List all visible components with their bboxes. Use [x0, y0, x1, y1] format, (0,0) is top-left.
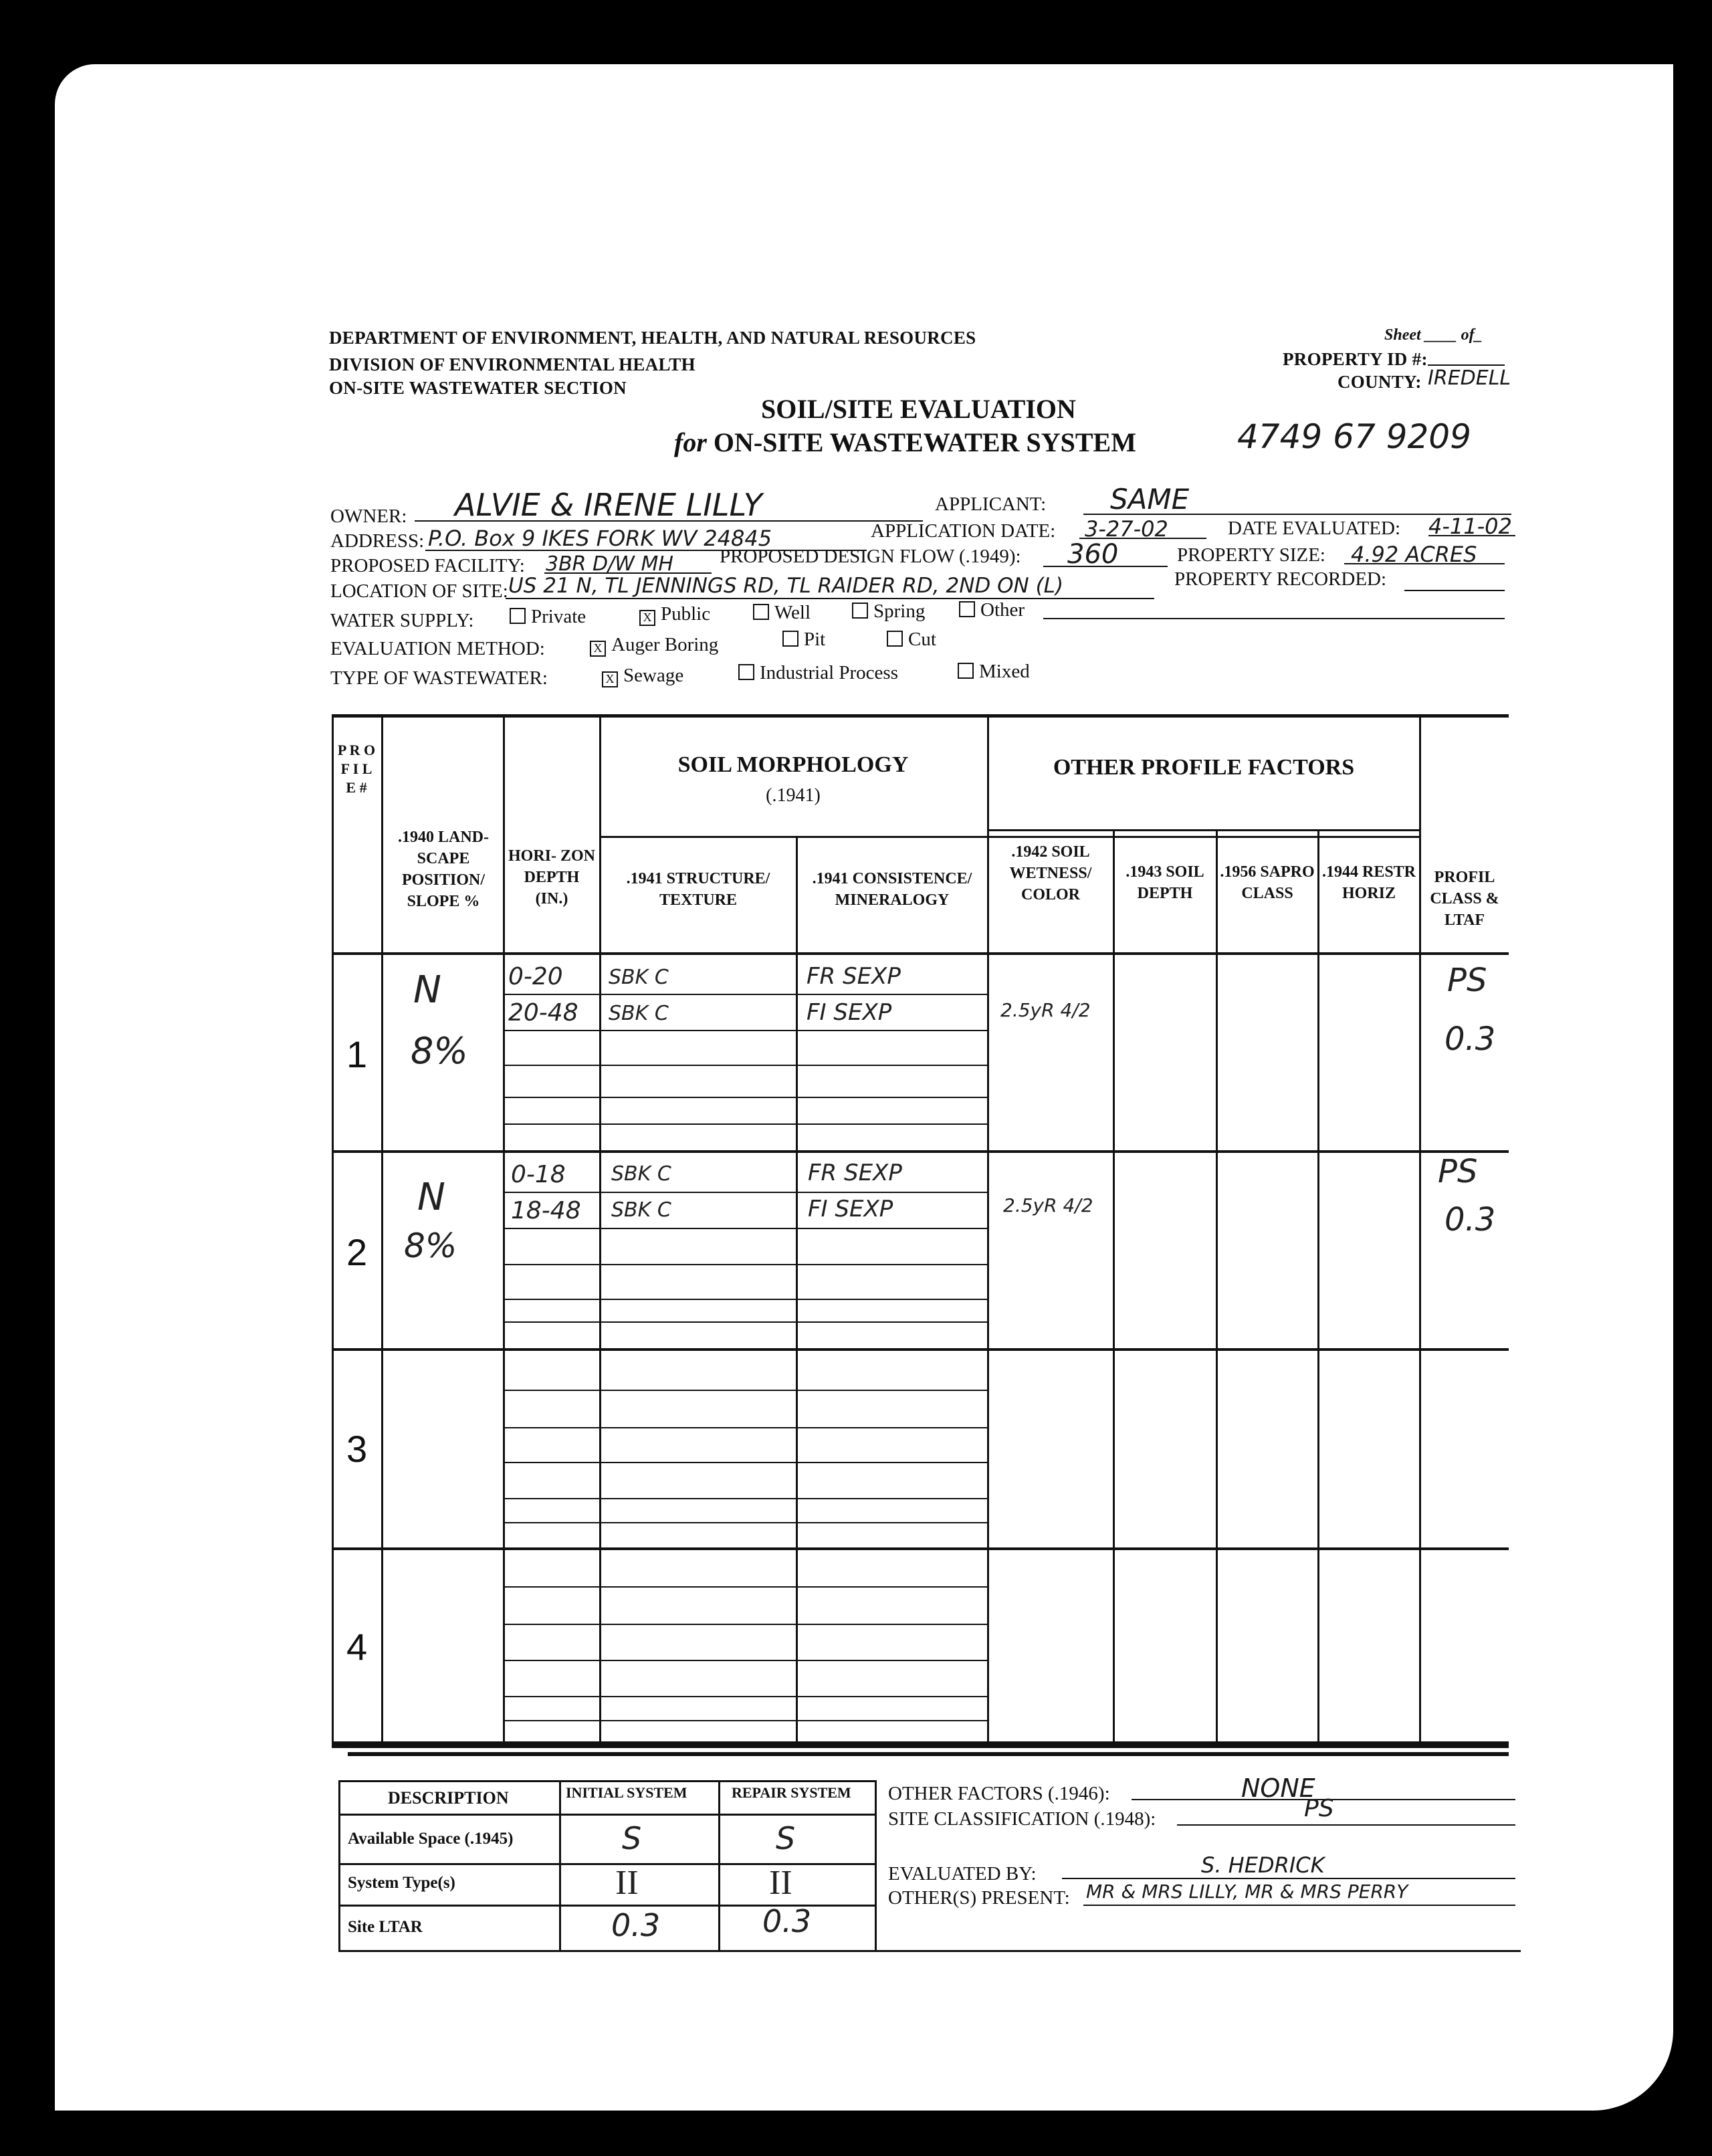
eval-auger-option[interactable]: [590, 634, 718, 657]
facility-label: PROPOSED FACILITY:: [330, 555, 525, 576]
owner-value: ALVIE & IRENE LILLY: [455, 487, 762, 523]
soil-morphology-subheader: (.1941): [766, 785, 821, 806]
horizon-depth-header: HORI- ZON DEPTH (IN.): [508, 847, 595, 907]
county-value[interactable]: IREDELL: [1428, 366, 1511, 390]
water-other-label: Other: [980, 599, 1025, 621]
others-present-value: MR & MRS LILLY, MR & MRS PERRY: [1086, 1880, 1408, 1903]
restr-horiz-header: .1944 RESTR HORIZ: [1321, 863, 1416, 902]
form-title: SOIL/SITE EVALUATION: [761, 394, 1076, 424]
address-label: ADDRESS:: [330, 530, 425, 552]
division-name: DIVISION OF ENVIRONMENTAL HEALTH: [329, 354, 696, 374]
profile-2-class[interactable]: PS: [1438, 1153, 1478, 1190]
water-supply-label: WATER SUPPLY:: [330, 610, 474, 631]
design-flow-value: 360: [1067, 539, 1119, 570]
water-well-checkbox: [753, 604, 769, 620]
waste-sewage-checkbox: X: [602, 671, 618, 687]
profile-2-wetness[interactable]: 2.5yR 4/2: [1003, 1194, 1093, 1216]
water-public-option[interactable]: [639, 603, 710, 626]
subtitle-rest: ON-SITE WASTEWATER SYSTEM: [713, 427, 1136, 457]
system-type-label: System Type(s): [348, 1874, 455, 1892]
evaluated-by-value: S. HEDRICK: [1201, 1852, 1325, 1878]
county-label: COUNTY:: [1338, 372, 1422, 392]
system-type-initial[interactable]: II: [615, 1864, 639, 1902]
date-evaluated-label: DATE EVALUATED:: [1228, 518, 1401, 539]
profile-2-landscape[interactable]: N: [417, 1176, 445, 1219]
parcel-number: 4749 67 9209: [1237, 417, 1471, 456]
date-evaluated-value: 4-11-02: [1428, 514, 1512, 539]
profile-1-depth-b[interactable]: 20-48: [508, 999, 578, 1027]
profile-2-structure-b[interactable]: SBK C: [611, 1198, 671, 1222]
available-space-initial[interactable]: S: [622, 1820, 642, 1856]
profile-1-wetness[interactable]: 2.5yR 4/2: [1000, 999, 1091, 1021]
wastewater-type-label: TYPE OF WASTEWATER:: [330, 667, 548, 689]
eval-pit-option[interactable]: [782, 629, 825, 651]
application-date-label: APPLICATION DATE:: [871, 520, 1056, 542]
repair-system-header: REPAIR SYSTEM: [732, 1784, 851, 1801]
profile-1-landscape[interactable]: N: [413, 968, 441, 1012]
waste-industrial-checkbox: [738, 664, 754, 680]
profile-2-depth-a[interactable]: 0-18: [511, 1161, 566, 1188]
property-size-label: PROPERTY SIZE:: [1177, 544, 1325, 566]
profile-class-header: PROFIL CLASS & LTAF: [1430, 869, 1499, 929]
profile-number-header: P R O F I L E #: [337, 742, 376, 796]
address-value: P.O. Box 9 IKES FORK WV 24845: [428, 526, 772, 551]
eval-cut-checkbox: [887, 631, 903, 647]
water-other-checkbox: [959, 601, 975, 617]
location-value: US 21 N, TL JENNINGS RD, TL RAIDER RD, 2ND ON (L): [508, 574, 1064, 598]
profile-1-structure-b[interactable]: SBK C: [609, 1002, 669, 1025]
waste-mixed-label: Mixed: [979, 661, 1030, 682]
water-well-option[interactable]: [753, 602, 811, 624]
waste-sewage-label: Sewage: [623, 665, 684, 686]
water-other-option[interactable]: [959, 599, 1025, 621]
section-name: ON-SITE WASTEWATER SECTION: [329, 378, 627, 398]
property-recorded-label: PROPERTY RECORDED:: [1174, 568, 1387, 590]
sheet-label: Sheet ____ of_: [1384, 326, 1483, 344]
applicant-value: SAME: [1110, 483, 1190, 516]
eval-auger-checkbox: X: [590, 641, 606, 657]
evaluated-by-label: EVALUATED BY:: [888, 1863, 1037, 1884]
profile-1-class[interactable]: PS: [1447, 962, 1487, 999]
other-profile-factors-header: OTHER PROFILE FACTORS: [1053, 755, 1355, 780]
waste-sewage-option[interactable]: [602, 665, 683, 687]
water-other-field[interactable]: [1043, 618, 1505, 619]
profile-2-structure-a[interactable]: SBK C: [611, 1162, 671, 1186]
soil-morphology-header: SOIL MORPHOLOGY: [677, 752, 909, 777]
sapro-class-header: .1956 SAPRO CLASS: [1220, 863, 1315, 902]
site-classification-label: SITE CLASSIFICATION (.1948):: [888, 1808, 1156, 1830]
profile-2-slope[interactable]: 8%: [404, 1226, 457, 1265]
available-space-label: Available Space (.1945): [348, 1830, 514, 1848]
water-private-checkbox: [510, 608, 526, 624]
profile-1-slope[interactable]: 8%: [411, 1030, 468, 1072]
structure-texture-header: .1941 STRUCTURE/ TEXTURE: [626, 870, 770, 909]
others-present-field[interactable]: [1083, 1905, 1515, 1906]
waste-mixed-checkbox: [958, 663, 974, 679]
profile-1-consistence-b[interactable]: FI SEXP: [807, 999, 892, 1026]
soil-wetness-header: .1942 SOIL WETNESS/ COLOR: [1009, 843, 1092, 903]
property-id-field[interactable]: [1428, 364, 1505, 366]
water-public-label: Public: [661, 603, 711, 625]
design-flow-label: PROPOSED DESIGN FLOW (.1949):: [720, 546, 1021, 567]
other-factors-label: OTHER FACTORS (.1946):: [888, 1783, 1110, 1804]
waste-industrial-label: Industrial Process: [760, 662, 898, 683]
available-space-repair[interactable]: S: [776, 1820, 796, 1856]
water-private-label: Private: [531, 606, 586, 627]
profile-1-depth-a[interactable]: 0-20: [508, 963, 563, 990]
soil-depth-header: .1943 SOIL DEPTH: [1126, 863, 1204, 902]
site-classification-value: PS: [1304, 1795, 1334, 1822]
eval-cut-option[interactable]: [887, 629, 936, 651]
water-public-checkbox: X: [639, 610, 655, 626]
waste-industrial-option[interactable]: [738, 662, 898, 684]
initial-system-header: INITIAL SYSTEM: [566, 1784, 687, 1801]
subtitle-for: for: [674, 427, 707, 457]
profile-1-number: 1: [346, 1033, 368, 1075]
eval-cut-label: Cut: [908, 629, 936, 650]
profile-2-consistence-a[interactable]: FR SEXP: [808, 1160, 902, 1186]
consistence-mineralogy-header: .1941 CONSISTENCE/ MINERALOGY: [812, 870, 972, 909]
water-spring-label: Spring: [873, 601, 926, 622]
profile-2-depth-b[interactable]: 18-48: [511, 1197, 581, 1224]
other-factors-value: NONE: [1241, 1773, 1315, 1803]
profile-3-number: 3: [346, 1428, 368, 1470]
profile-1-consistence-a[interactable]: FR SEXP: [807, 963, 901, 990]
eval-pit-label: Pit: [804, 629, 826, 650]
property-recorded-field[interactable]: [1404, 590, 1505, 591]
water-spring-option[interactable]: [852, 601, 925, 623]
profile-1-structure-a[interactable]: SBK C: [609, 966, 669, 989]
profile-1-ltar[interactable]: 0.3: [1444, 1020, 1496, 1058]
site-ltar-repair[interactable]: 0.3: [762, 1903, 812, 1939]
water-spring-checkbox: [852, 603, 868, 619]
applicant-label: APPLICANT:: [935, 494, 1047, 515]
evaluated-by-field[interactable]: [1062, 1878, 1515, 1879]
site-classification-field[interactable]: [1177, 1824, 1515, 1826]
system-type-repair[interactable]: II: [769, 1864, 792, 1902]
owner-label: OWNER:: [330, 506, 407, 527]
waste-mixed-option[interactable]: [958, 661, 1030, 683]
form-subtitle: [674, 427, 1136, 458]
eval-pit-checkbox: [782, 631, 798, 647]
landscape-header: .1940 LAND- SCAPE POSITION/ SLOPE %: [398, 829, 489, 910]
water-private-option[interactable]: [510, 606, 586, 628]
property-id-label: PROPERTY ID #:: [1283, 349, 1428, 369]
facility-value: 3BR D/W MH: [546, 552, 673, 576]
location-label: LOCATION OF SITE:: [330, 580, 508, 602]
eval-auger-label: Auger Boring: [611, 634, 719, 655]
profile-4-number: 4: [346, 1626, 368, 1668]
profile-2-consistence-b[interactable]: FI SEXP: [808, 1196, 893, 1222]
water-well-label: Well: [774, 602, 811, 623]
department-name: DEPARTMENT OF ENVIRONMENT, HEALTH, AND NATURAL RESOURCES: [329, 328, 976, 348]
location-field[interactable]: [506, 598, 1154, 599]
site-ltar-initial[interactable]: 0.3: [611, 1907, 661, 1943]
description-header: DESCRIPTION: [388, 1788, 509, 1808]
others-present-label: OTHER(S) PRESENT:: [888, 1887, 1070, 1909]
application-date-value: 3-27-02: [1085, 516, 1168, 542]
profile-2-number: 2: [346, 1231, 368, 1273]
property-size-value: 4.92 ACRES: [1351, 542, 1477, 567]
evaluation-method-label: EVALUATION METHOD:: [330, 638, 545, 659]
profile-2-ltar[interactable]: 0.3: [1444, 1201, 1496, 1238]
site-ltar-label: Site LTAR: [348, 1918, 423, 1936]
